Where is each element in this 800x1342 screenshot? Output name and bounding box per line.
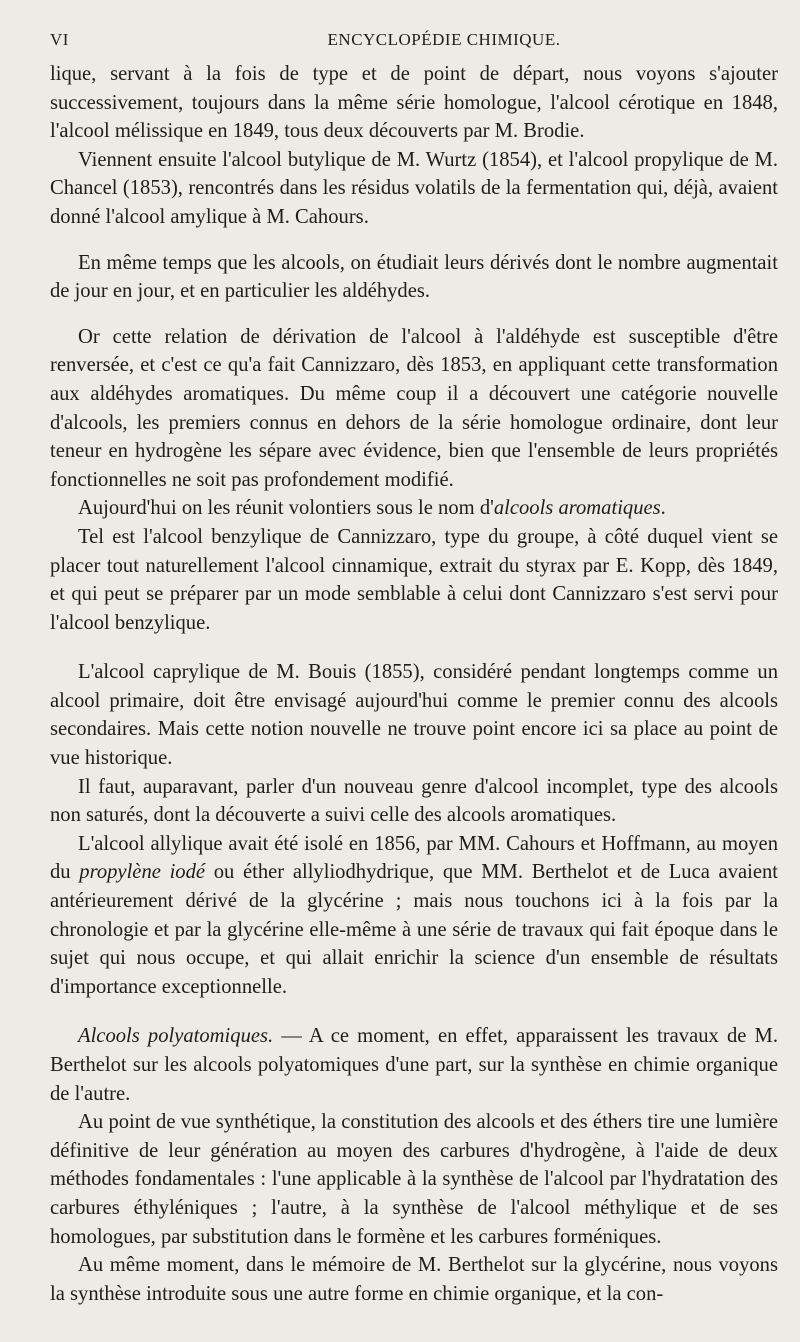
paragraph-synthetique: Au point de vue synthétique, la constitution des alcools et des éthers tire une lumière définitive de leur génération au moyen des carbures d'hydrogène, à l'aide de deux méthodes fondamentales : l'une applicable à la synthèse de l'alcool par l'hydratation des carbures éthyléniques ; l'autre, à la synthèse de l'alcool méthylique et de ses homologues, par substitution dans le formène et les carbures forméniques.	[50, 1111, 778, 1248]
italic-term: alcools aromatiques	[493, 497, 661, 520]
paragraph-cannizzaro: Or cette relation de dérivation de l'alcool à l'aldéhyde est susceptible d'être renversée, et c'est ce qu'a fait Cannizzaro, dès 1853, en appliquant cette transformation aux aldéhydes aromatiques. Du même coup il a découvert une catégorie nouvelle d'alcools, les premiers connus en dehors de la série homologue ordinaire, dont leur teneur en hydrogène les sépare avec évidence, bien que l'ensemble de leurs propriétés fonctionnelles ne soit pas profondement modifié.	[50, 325, 778, 491]
section-heading: Alcools polyatomiques.	[78, 1025, 274, 1048]
paragraph-allylique	[50, 830, 778, 1002]
text-span: Aujourd'hui on les réunit volontiers sous le nom d'	[78, 497, 494, 520]
paragraph-derives: En même temps que les alcools, on étudiait leurs dérivés dont le nombre augmentait de jour en jour, et en particulier les aldéhydes.	[50, 251, 778, 303]
paragraph-polyatomiques	[50, 1022, 778, 1108]
running-head	[50, 22, 778, 52]
paragraph-caprylique: L'alcool caprylique de M. Bouis (1855), considéré pendant longtemps comme un alcool primaire, doit être envisagé aujourd'hui comme le premier connu des alcools secondaires. Mais cette notion nouvelle ne trouve point encore ici sa place au point de vue historique.	[50, 661, 778, 770]
italic-term: propylène iodé	[79, 861, 206, 884]
text-span: — A ce moment, en effet, apparaissent les travaux de M. Berthelot sur les alcools polyatomiques d'une part, sur la synthèse en chimie organique de l'autre.	[50, 1025, 778, 1105]
text-span: .	[660, 497, 666, 520]
paragraph-butylique: Viennent ensuite l'alcool butylique de M. Wurtz (1854), et l'alcool propylique de M. Chancel (1853), rencontrés dans les résidus volatils de la fermentation qui, déjà, avaient donné l'alcool amylique à M. Cahours.	[50, 148, 778, 228]
paragraph-glycerine: Au même moment, dans le mémoire de M. Berthelot sur la glycérine, nous voyons la synthèse introduite sous une autre forme en chimie organique, et la con-	[50, 1254, 778, 1305]
running-title: ENCYCLOPÉDIE CHIMIQUE.	[327, 30, 561, 49]
body-text	[50, 60, 778, 1308]
text-span: L'alcool allylique avait été isolé en 1856, par MM. Cahours et Hoffmann, au moyen du	[50, 832, 778, 884]
paragraph-continuation: lique, servant à la fois de type et de point de départ, nous voyons s'ajouter successivement, toujours dans la même série homologue, l'alcool cérotique en 1848, l'alcool mélissique en 1849, tous deux découverts par M. Brodie.	[50, 63, 778, 143]
paragraph-non-satures: Il faut, auparavant, parler d'un nouveau genre d'alcool incomplet, type des alcools non saturés, dont la découverte a suivi celle des alcools aromatiques.	[50, 775, 778, 827]
page-number: VI	[50, 30, 69, 49]
paragraph-aromatiques	[50, 494, 778, 523]
text-span: ou éther allyliodhydrique, que MM. Berthelot et de Luca avaient antérieurement dérivé de la glycérine ; mais nous touchons ici à la fois par la chronologie et par la glycérine elle-même à une série de travaux qui fait époque dans le sujet qui nous occupe, et qui allait enrichir la science d'un ensemble de résultats d'importance exceptionnelle.	[50, 861, 779, 998]
paragraph-benzylique: Tel est l'alcool benzylique de Cannizzaro, type du groupe, à côté duquel vient se placer tout naturellement l'alcool cinnamique, extrait du styrax par E. Kopp, dès 1849, et qui peut se préparer par un mode semblable à celui dont Cannizzaro s'est servi pour l'alcool benzylique.	[50, 525, 778, 634]
